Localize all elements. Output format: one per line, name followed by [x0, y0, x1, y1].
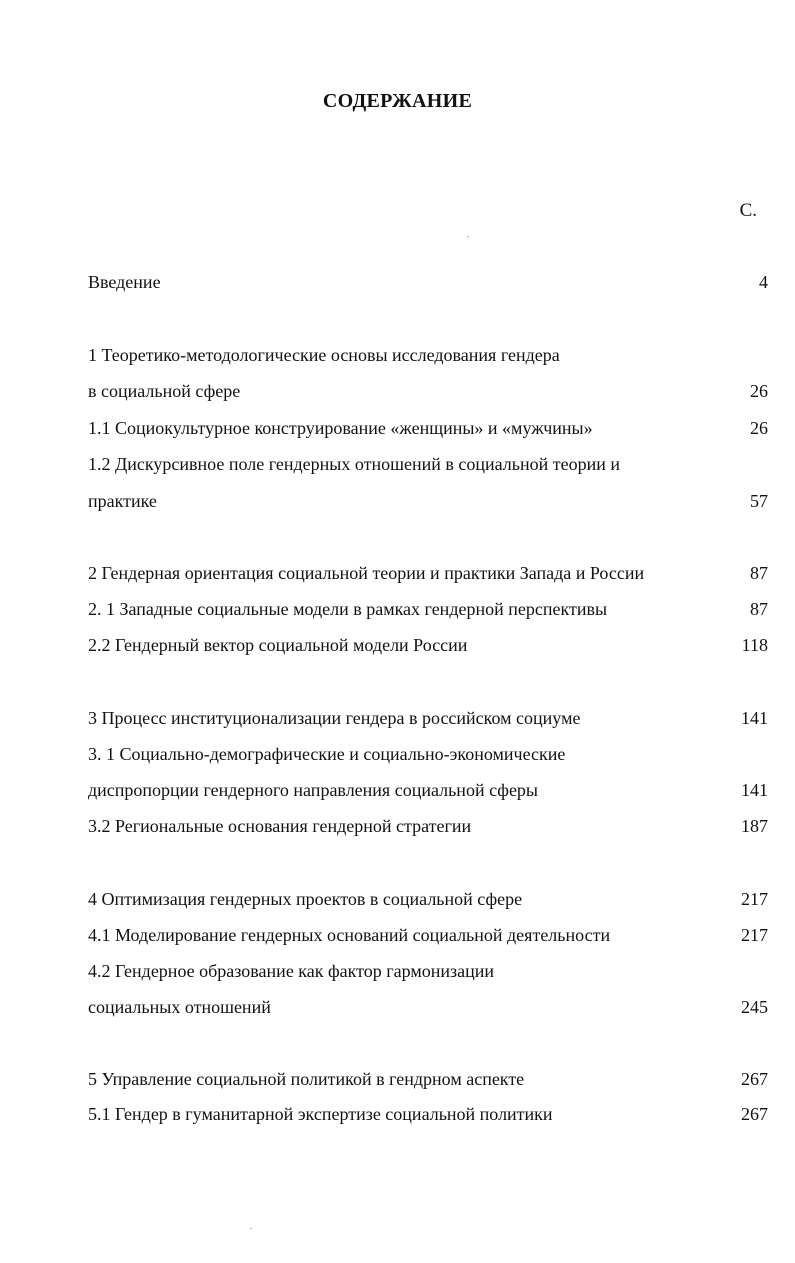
toc-entry-text: в социальной сфере: [88, 381, 241, 401]
toc-entry-page: 26: [750, 418, 768, 438]
toc-entry-page: 267: [741, 1104, 768, 1124]
toc-entry-section-1-2-cont: [88, 488, 768, 514]
toc-entry-section-4-2-cont: [88, 994, 768, 1020]
toc-entry-text: Введение: [88, 272, 161, 292]
scan-speck: [467, 236, 469, 237]
toc-entry-section-4-2: [88, 958, 768, 984]
toc-entry-text: 3 Процесс институционализации гендера в российском социуме: [88, 708, 581, 728]
toc-entry-page: 141: [741, 708, 768, 728]
page-title: СОДЕРЖАНИЕ: [322, 90, 473, 112]
toc-entry-page: 87: [750, 599, 768, 619]
toc-entry-page: 118: [741, 635, 768, 655]
toc-entry-text: 5.1 Гендер в гуманитарной экспертизе социальной политики: [88, 1104, 553, 1124]
toc-entry-chapter-5: [88, 1066, 768, 1092]
toc-entry-text: 3. 1 Социально-демографические и социально-экономические: [88, 744, 566, 764]
toc-entry-section-3-1-cont: [88, 777, 768, 803]
toc-entry-text: 2 Гендерная ориентация социальной теории и практики Запада и России: [88, 563, 645, 583]
toc-entry-text: 5 Управление социальной политикой в гендрном аспекте: [88, 1069, 525, 1089]
toc-entry-text: 2. 1 Западные социальные модели в рамках гендерной перспективы: [88, 599, 608, 619]
toc-entry-chapter-2: [88, 560, 768, 586]
toc-entry-chapter-3: [88, 705, 768, 731]
toc-entry-text: 2.2 Гендерный вектор социальной модели России: [88, 635, 468, 655]
toc-entry-page: 217: [741, 889, 768, 909]
toc-entry-text: 1.2 Дискурсивное поле гендерных отношений в социальной теории и: [88, 454, 620, 474]
toc-entry-section-2-1: [88, 596, 768, 622]
toc-entry-text: 4.2 Гендерное образование как фактор гармонизации: [88, 961, 495, 981]
toc-entry-section-1-1: [88, 415, 768, 441]
toc-entry-page: 245: [741, 997, 768, 1017]
toc-entry-page: 4: [759, 272, 768, 292]
toc-entry-chapter-1: [88, 342, 768, 368]
toc-entry-section-5-1: [88, 1101, 768, 1127]
toc-entry-section-3-1: [88, 741, 768, 767]
toc-entry-page: 26: [750, 381, 768, 401]
page-column-header: С.: [739, 200, 757, 221]
toc-entry-chapter-4: [88, 886, 768, 912]
toc-entry-text: социальных отношений: [88, 997, 271, 1017]
toc-entry-text: практике: [88, 491, 157, 511]
toc-entry-text: 4 Оптимизация гендерных проектов в социальной сфере: [88, 889, 523, 909]
toc-entry-page: 57: [750, 491, 768, 511]
toc-entry-page: 267: [741, 1069, 768, 1089]
toc-entry-text: 3.2 Региональные основания гендерной стратегии: [88, 816, 472, 836]
toc-entry-page: 187: [741, 816, 768, 836]
toc-entry-text: 1 Теоретико-методологические основы исследования гендера: [88, 345, 560, 365]
toc-entry-page: 87: [750, 563, 768, 583]
toc-entry-text: диспропорции гендерного направления социальной сферы: [88, 780, 539, 800]
toc-entry-text: 1.1 Социокультурное конструирование «женщины» и «мужчины»: [88, 418, 593, 438]
toc-entry-section-3-2: [88, 813, 768, 839]
toc-entry-section-1-2: [88, 451, 768, 477]
toc-entry-section-4-1: [88, 922, 768, 948]
toc-entry-page: 141: [741, 780, 768, 800]
toc-entry-text: 4.1 Моделирование гендерных оснований социальной деятельности: [88, 925, 611, 945]
toc-entry-chapter-1-cont: [88, 378, 768, 404]
toc-entry-section-2-2: [88, 632, 768, 658]
toc-entry-intro: [88, 269, 768, 295]
toc-entry-page: 217: [741, 925, 768, 945]
scan-speck: [250, 1228, 252, 1229]
